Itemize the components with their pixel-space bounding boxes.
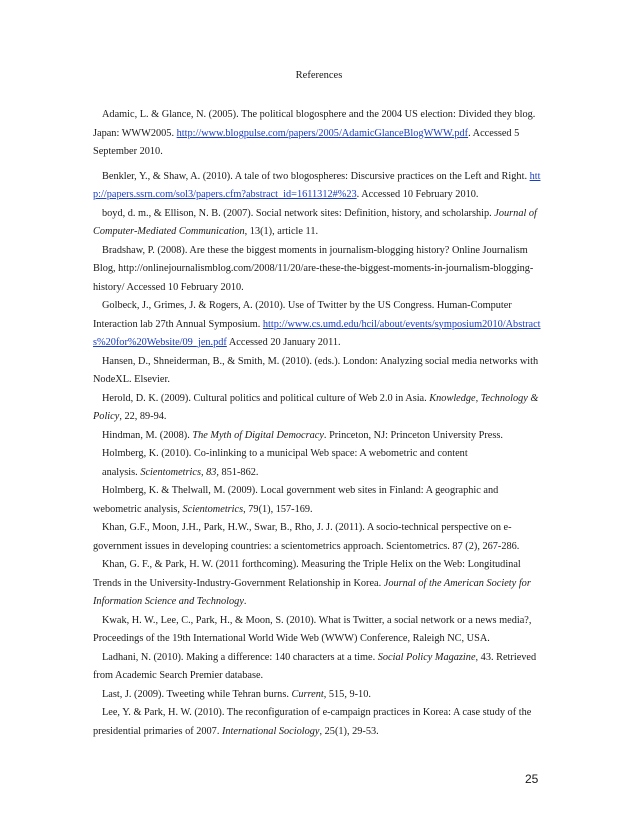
reference-list <box>93 106 545 741</box>
reference-entry: Hansen, D., Shneiderman, B., & Smith, M. (2010). (eds.). London: Analyzing social media networks with NodeXL. Elsevier. <box>93 355 539 385</box>
reference-entry: Holmberg, K. (2010). Co-inlinking to a municipal Web space: A webometric and content analysis. Scientometrics, 83, 851-862. <box>102 448 468 478</box>
reference-entry: Holmberg, K. & Thelwall, M. (2009). Local government web sites in Finland: A geographic and webometric analysis, Scientometrics, 79(1), 157-169. <box>93 485 499 515</box>
reference-link[interactable]: http://papers.ssrn.com/sol3/papers.cfm?abstract_id=1611312#%23 <box>93 170 541 200</box>
reference-entry: Benkler, Y., & Shaw, A. (2010). A tale of two blogospheres: Discursive practices on the Left and Right. http://papers.ssrn.com/sol3/papers.cfm?abstract_id=1611312#%23. Accessed 10 February 2010. <box>93 170 541 200</box>
references-heading: References <box>295 70 343 81</box>
reference-entry: Last, J. (2009). Tweeting while Tehran burns. Current, 515, 9-10. <box>102 688 371 700</box>
reference-entry: Khan, G.F., Moon, J.H., Park, H.W., Swar, B., Rho, J. J. (2011). A socio-technical perspective on e-government issues in developing countries: a scientometrics approach. Scientometrics. 87 (2), 267-286. <box>93 522 520 552</box>
reference-entry: Khan, G. F., & Park, H. W. (2011 forthcoming). Measuring the Triple Helix on the Web: Longitudinal Trends in the University-Industry-Government Relationship in Korea. Journal of the American Society for Information Science and Technology. <box>93 559 531 607</box>
reference-entry: Herold, D. K. (2009). Cultural politics and political culture of Web 2.0 in Asia. Knowledge, Technology & Policy, 22, 89-94. <box>93 392 539 422</box>
reference-link[interactable]: http://www.cs.umd.edu/hcil/about/events/symposium2010/Abstracts%20for%20Website/09_jen.pdf <box>93 318 541 348</box>
page-number: 25 <box>525 772 539 786</box>
reference-entry: Golbeck, J., Grimes, J. & Rogers, A. (2010). Use of Twitter by the US Congress. Human-Computer Interaction lab 27th Annual Symposium. http://www.cs.umd.edu/hcil/about/events/symposium2010/Abstracts%20for%20Website/09_jen.pdf Accessed 20 January 2011. <box>93 300 541 348</box>
reference-entry: Bradshaw, P. (2008). Are these the biggest moments in journalism-blogging history? Online Journalism Blog, http://onlinejournalismblog.com/2008/11/20/are-these-the-biggest-moments-in-journalism-blogging-history/ Accessed 10 February 2010. <box>93 244 534 293</box>
reference-entry: Kwak, H. W., Lee, C., Park, H., & Moon, S. (2010). What is Twitter, a social network or a news media?, Proceedings of the 19th International World Wide Web (WWW) Conference, Raleigh NC, USA. <box>93 614 532 644</box>
reference-entry: Hindman, M. (2008). The Myth of Digital Democracy. Princeton, NJ: Princeton University Press. <box>102 429 503 441</box>
reference-entry: Ladhani, N. (2010). Making a difference: 140 characters at a time. Social Policy Magazine, 43. Retrieved from Academic Search Premier database. <box>93 651 537 681</box>
reference-entry: Lee, Y. & Park, H. W. (2010). The reconfiguration of e-campaign practices in Korea: A case study of the presidential primaries of 2007. International Sociology, 25(1), 29-53. <box>93 707 532 737</box>
reference-entry: boyd, d. m., & Ellison, N. B. (2007). Social network sites: Definition, history, and scholarship. Journal of Computer-Mediated Communication, 13(1), article 11. <box>93 207 537 237</box>
reference-link[interactable]: http://www.blogpulse.com/papers/2005/AdamicGlanceBlogWWW.pdf <box>176 127 469 139</box>
reference-entry: Adamic, L. & Glance, N. (2005). The political blogosphere and the 2004 US election: Divided they blog. Japan: WWW2005. http://www.blogpulse.com/papers/2005/AdamicGlanceBlogWWW.pdf. Accessed 5 September 2010. <box>93 109 536 157</box>
